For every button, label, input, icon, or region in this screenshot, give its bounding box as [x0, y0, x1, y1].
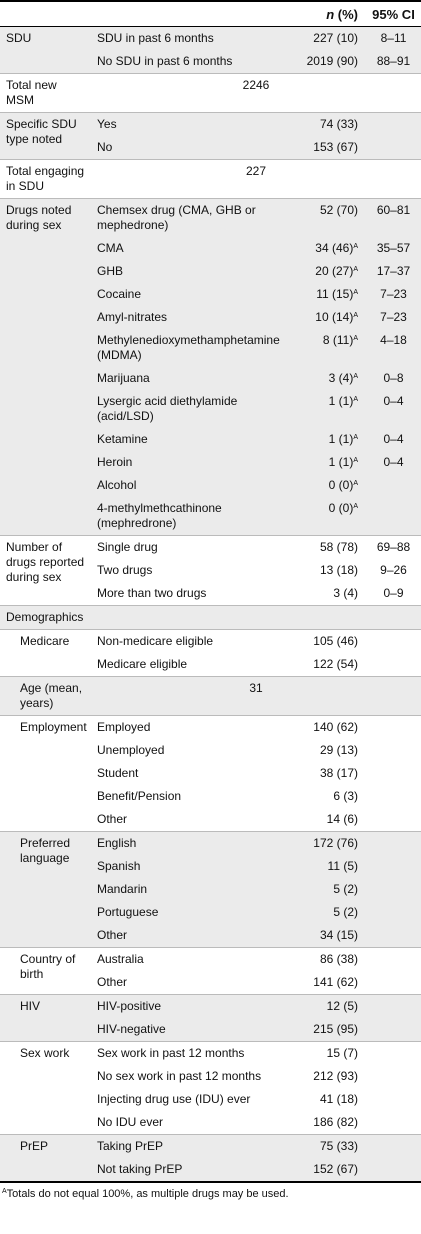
header-n-percent — [290, 1, 366, 27]
row-ci — [366, 971, 421, 995]
row-n-value: 152 (67) — [313, 1162, 358, 1176]
row-n-value: 6 (3) — [333, 789, 358, 803]
row-n-value: 215 (95) — [313, 1022, 358, 1036]
section-heading: Demographics — [0, 606, 421, 630]
group-label: Medicare — [0, 630, 91, 677]
row-item: Portuguese — [91, 901, 290, 924]
row-n-percent — [290, 785, 366, 808]
row-n-percent — [290, 428, 366, 451]
row-ci — [366, 136, 421, 160]
row-item: Alcohol — [91, 474, 290, 497]
group-label: HIV — [0, 995, 91, 1042]
row-ci — [366, 497, 421, 536]
table-header — [0, 1, 421, 27]
row-ci: 69–88 — [366, 536, 421, 560]
row-ci: 0–4 — [366, 451, 421, 474]
row-n-percent — [290, 855, 366, 878]
row-n-percent — [290, 630, 366, 654]
row-ci: 0–8 — [366, 367, 421, 390]
row-ci — [366, 1042, 421, 1066]
table-row — [0, 832, 421, 856]
table-row — [0, 995, 421, 1019]
row-item: Lysergic acid diethylamide (acid/LSD) — [91, 390, 290, 428]
row-n-value: 52 (70) — [319, 203, 358, 217]
row-ci — [366, 1111, 421, 1135]
row-n-value: 0 (0) — [328, 478, 354, 492]
row-item: Other — [91, 924, 290, 948]
row-item: More than two drugs — [91, 582, 290, 606]
row-n-percent — [290, 808, 366, 832]
row-ci — [366, 785, 421, 808]
row-ci — [366, 995, 421, 1019]
row-n-percent — [290, 136, 366, 160]
row-n-percent — [290, 1158, 366, 1181]
row-n-value: 122 (54) — [313, 657, 358, 671]
row-n-percent — [290, 901, 366, 924]
row-ci: 0–4 — [366, 428, 421, 451]
row-item: Cocaine — [91, 283, 290, 306]
row-n-value: 34 (46) — [315, 241, 354, 255]
row-n-percent — [290, 50, 366, 74]
row-item: No SDU in past 6 months — [91, 50, 290, 74]
row-item: Medicare eligible — [91, 653, 290, 677]
row-footnote-marker: A — [353, 503, 358, 510]
table-row — [0, 677, 421, 716]
row-ci — [366, 832, 421, 856]
row-n-percent — [290, 924, 366, 948]
footnote-text: Totals do not equal 100%, as multiple drugs may be used. — [6, 1188, 289, 1200]
row-item: Australia — [91, 948, 290, 972]
row-ci — [366, 878, 421, 901]
row-n-value: 212 (93) — [313, 1069, 358, 1083]
table-row — [0, 1042, 421, 1066]
row-n-percent — [290, 1088, 366, 1111]
row-item: Spanish — [91, 855, 290, 878]
row-n-percent — [290, 762, 366, 785]
row-n-value: 3 (4) — [328, 371, 354, 385]
row-n-percent — [290, 1018, 366, 1042]
row-item: Mandarin — [91, 878, 290, 901]
row-footnote-marker: A — [353, 373, 358, 380]
row-ci — [366, 1158, 421, 1181]
row-item: Benefit/Pension — [91, 785, 290, 808]
row-item: Ketamine — [91, 428, 290, 451]
row-n-percent — [290, 199, 366, 238]
row-n-percent — [290, 237, 366, 260]
row-n-percent — [290, 582, 366, 606]
row-n-percent — [290, 559, 366, 582]
row-n-value: 86 (38) — [319, 952, 358, 966]
row-n-value: 0 (0) — [328, 501, 354, 515]
row-n-value: 75 (33) — [319, 1139, 358, 1153]
row-n-value: 1 (1) — [328, 432, 354, 446]
table-row — [0, 160, 421, 199]
row-ci — [366, 1065, 421, 1088]
row-ci: 88–91 — [366, 50, 421, 74]
row-ci: 7–23 — [366, 306, 421, 329]
group-label: Number of drugs reported during sex — [0, 536, 91, 606]
row-footnote-marker: A — [353, 457, 358, 464]
row-n-percent — [290, 1111, 366, 1135]
row-n-percent — [290, 536, 366, 560]
row-ci — [366, 1018, 421, 1042]
row-item: No IDU ever — [91, 1111, 290, 1135]
row-ci — [366, 1135, 421, 1159]
row-ci — [366, 739, 421, 762]
group-label: Sex work — [0, 1042, 91, 1135]
row-footnote-marker: A — [353, 335, 358, 342]
group-label: PrEP — [0, 1135, 91, 1182]
row-item: Not taking PrEP — [91, 1158, 290, 1181]
row-ci: 7–23 — [366, 283, 421, 306]
row-item: Methylenedioxymethamphetamine (MDMA) — [91, 329, 290, 367]
row-n-value: 12 (5) — [326, 999, 358, 1013]
row-n-value: 11 (15) — [316, 287, 354, 301]
row-n-value: 38 (17) — [319, 766, 358, 780]
row-item: No — [91, 136, 290, 160]
row-n-value: 1 (1) — [328, 455, 354, 469]
row-ci — [366, 716, 421, 740]
header-blank-2 — [91, 1, 290, 27]
row-item: Non-medicare eligible — [91, 630, 290, 654]
row-item: HIV-positive — [91, 995, 290, 1019]
row-n-value: 14 (6) — [326, 812, 358, 826]
row-n-percent — [290, 260, 366, 283]
row-ci — [366, 474, 421, 497]
row-item: GHB — [91, 260, 290, 283]
row-n-value: 58 (78) — [319, 540, 358, 554]
row-item: HIV-negative — [91, 1018, 290, 1042]
header-n-label: n — [326, 6, 335, 22]
row-footnote-marker: A — [353, 396, 358, 403]
row-footnote-marker: A — [353, 243, 358, 250]
row-item: Unemployed — [91, 739, 290, 762]
row-item: English — [91, 832, 290, 856]
row-item: 4-methylmethcathinone (mephredrone) — [91, 497, 290, 536]
row-n-percent — [290, 1135, 366, 1159]
row-footnote-marker: A — [353, 266, 358, 273]
group-label: Total new MSM — [0, 74, 91, 113]
row-n-percent — [290, 367, 366, 390]
table-row — [0, 630, 421, 654]
group-total: 227 — [91, 160, 421, 199]
row-n-value: 227 (10) — [313, 31, 358, 45]
row-ci — [366, 113, 421, 137]
row-n-value: 13 (18) — [319, 563, 358, 577]
row-item: Amyl-nitrates — [91, 306, 290, 329]
group-label: Age (mean, years) — [0, 677, 91, 716]
row-n-percent — [290, 474, 366, 497]
group-label: Preferred language — [0, 832, 91, 948]
row-n-value: 15 (7) — [326, 1046, 358, 1060]
row-item: Other — [91, 808, 290, 832]
row-ci: 0–9 — [366, 582, 421, 606]
row-n-value: 1 (1) — [328, 394, 354, 408]
header-pct-label: (%) — [334, 6, 358, 22]
row-n-percent — [290, 878, 366, 901]
row-ci — [366, 808, 421, 832]
row-n-percent — [290, 653, 366, 677]
group-total: 31 — [91, 677, 421, 716]
row-n-value: 186 (82) — [313, 1115, 358, 1129]
row-n-percent — [290, 451, 366, 474]
group-total: 2246 — [91, 74, 421, 113]
row-item: Chemsex drug (CMA, GHB or mephedrone) — [91, 199, 290, 238]
row-n-value: 10 (14) — [315, 310, 354, 324]
row-ci — [366, 901, 421, 924]
table-row — [0, 74, 421, 113]
row-n-percent — [290, 113, 366, 137]
row-item: Student — [91, 762, 290, 785]
row-n-percent — [290, 739, 366, 762]
row-ci — [366, 855, 421, 878]
row-footnote-marker: A — [353, 434, 358, 441]
row-n-percent — [290, 995, 366, 1019]
row-n-percent — [290, 283, 366, 306]
row-n-percent — [290, 390, 366, 428]
row-footnote-marker: A — [353, 289, 358, 296]
row-n-value: 34 (15) — [319, 928, 358, 942]
table-row — [0, 948, 421, 972]
row-item: Injecting drug use (IDU) ever — [91, 1088, 290, 1111]
row-n-value: 11 (5) — [327, 859, 358, 873]
footnote-marker: A — [2, 1188, 7, 1195]
row-ci: 9–26 — [366, 559, 421, 582]
row-n-percent — [290, 329, 366, 367]
header-blank-1 — [0, 1, 91, 27]
row-n-value: 8 (11) — [322, 333, 354, 347]
row-ci: 17–37 — [366, 260, 421, 283]
row-ci — [366, 948, 421, 972]
row-ci — [366, 762, 421, 785]
row-n-value: 105 (46) — [313, 634, 358, 648]
row-item: Employed — [91, 716, 290, 740]
row-n-value: 153 (67) — [313, 140, 358, 154]
row-n-value: 29 (13) — [319, 743, 358, 757]
row-n-value: 20 (27) — [315, 264, 354, 278]
table-row — [0, 606, 421, 630]
group-label: Employment — [0, 716, 91, 832]
row-ci: 4–18 — [366, 329, 421, 367]
row-n-percent — [290, 716, 366, 740]
row-footnote-marker: A — [353, 480, 358, 487]
row-item: Heroin — [91, 451, 290, 474]
row-n-value: 74 (33) — [319, 117, 358, 131]
row-n-percent — [290, 832, 366, 856]
row-ci: 0–4 — [366, 390, 421, 428]
row-n-percent — [290, 1065, 366, 1088]
row-n-percent — [290, 497, 366, 536]
table-row — [0, 1135, 421, 1159]
row-ci — [366, 653, 421, 677]
table-row — [0, 716, 421, 740]
table-row — [0, 536, 421, 560]
row-item: Taking PrEP — [91, 1135, 290, 1159]
row-item: SDU in past 6 months — [91, 27, 290, 51]
row-footnote-marker: A — [353, 312, 358, 319]
group-label: Specific SDU type noted — [0, 113, 91, 160]
row-n-percent — [290, 27, 366, 51]
row-n-value: 5 (2) — [333, 905, 358, 919]
header-ci: 95% CI — [366, 1, 421, 27]
row-n-value: 3 (4) — [333, 586, 358, 600]
table-row — [0, 27, 421, 51]
group-label: SDU — [0, 27, 91, 74]
row-item: Yes — [91, 113, 290, 137]
row-item: Single drug — [91, 536, 290, 560]
table-footnote — [0, 1181, 421, 1205]
row-ci: 8–11 — [366, 27, 421, 51]
group-label: Country of birth — [0, 948, 91, 995]
row-item: Other — [91, 971, 290, 995]
row-ci — [366, 924, 421, 948]
row-n-percent — [290, 971, 366, 995]
table-row — [0, 199, 421, 238]
row-ci: 35–57 — [366, 237, 421, 260]
table-row — [0, 113, 421, 137]
group-label: Total engaging in SDU — [0, 160, 91, 199]
row-n-value: 172 (76) — [313, 836, 358, 850]
row-item: Sex work in past 12 months — [91, 1042, 290, 1066]
row-n-value: 2019 (90) — [306, 54, 358, 68]
row-n-value: 5 (2) — [333, 882, 358, 896]
row-item: No sex work in past 12 months — [91, 1065, 290, 1088]
row-n-percent — [290, 306, 366, 329]
row-n-value: 141 (62) — [313, 975, 358, 989]
table-body — [0, 27, 421, 1182]
row-item: Two drugs — [91, 559, 290, 582]
row-n-value: 41 (18) — [319, 1092, 358, 1106]
row-item: CMA — [91, 237, 290, 260]
group-label: Drugs noted during sex — [0, 199, 91, 536]
row-ci: 60–81 — [366, 199, 421, 238]
row-item: Marijuana — [91, 367, 290, 390]
row-ci — [366, 630, 421, 654]
row-n-percent — [290, 948, 366, 972]
row-ci — [366, 1088, 421, 1111]
row-n-percent — [290, 1042, 366, 1066]
row-n-value: 140 (62) — [313, 720, 358, 734]
